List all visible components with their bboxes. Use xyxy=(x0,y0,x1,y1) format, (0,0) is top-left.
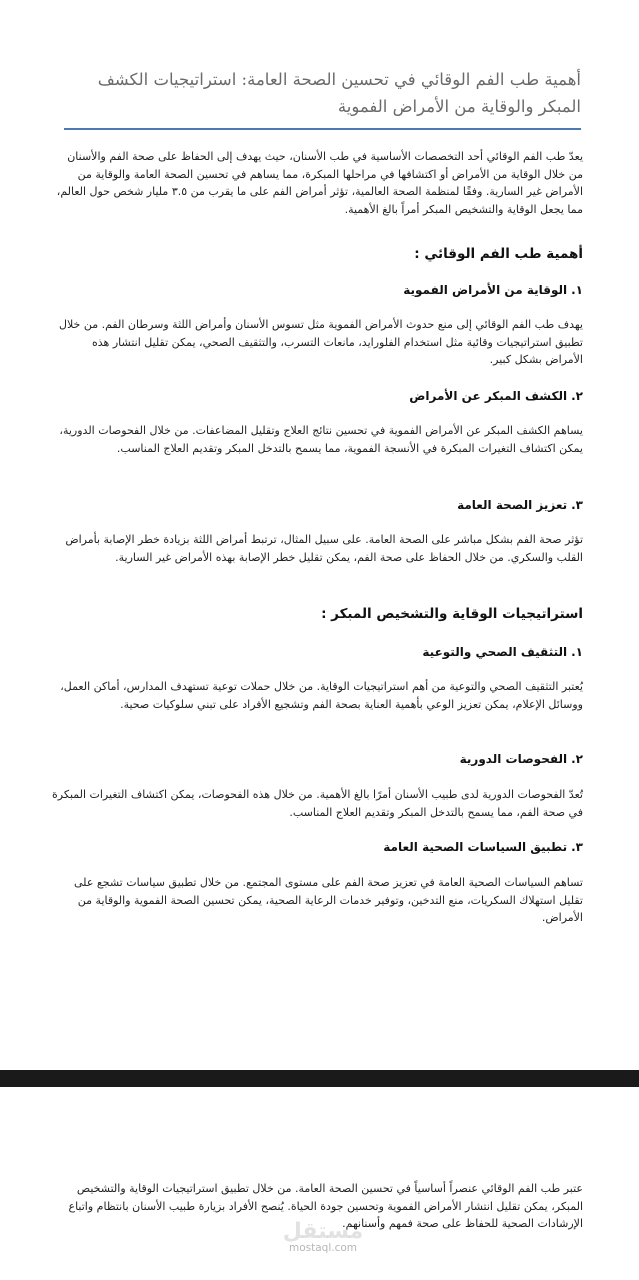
item-paragraph: تساهم السياسات الصحية العامة في تعزيز صحة الفم على مستوى المجتمع. من خلال تطبيق سياسات تشجع على تقليل استهلاك السكريات، منع التدخين، وتوفير خدمات الرعاية الصحية، يمكن تحسين الصحة الفموية والوقاية من الأمراض. xyxy=(74,876,583,924)
strategies-item-3-title xyxy=(51,840,583,854)
item-paragraph: يهدف طب الفم الوقائي إلى منع حدوث الأمراض الفموية مثل تسوس الأسنان وأمراض اللثة وسرطان الفم. من خلال تطبيق استراتيجيات وقائية مثل استخدام الفلورايد، مانعات التسرب، والتثقيف الصحي، يمكن تقليل انتشار هذه الأمراض بشكل كبير. xyxy=(59,318,583,366)
item-title: الفحوصات الدورية xyxy=(459,752,568,766)
strategies-item-2-title xyxy=(51,752,583,766)
watermark-text: mostaql.com xyxy=(288,1242,358,1254)
importance-item-3-body xyxy=(51,531,583,566)
item-title: الوقاية من الأمراض الفموية xyxy=(403,283,568,297)
item-number: ١. xyxy=(571,645,583,659)
item-paragraph: يُعتبر التثقيف الصحي والتوعية من أهم استراتيجيات الوقاية. من خلال حملات توعية تستهدف المدارس، أماكن العمل، ووسائل الإعلام، يمكن تعزيز الوعي بأهمية العناية بصحة الفم وتشجيع الأفراد على تبني سلوكيات صحية. xyxy=(60,680,583,711)
mostaql-watermark xyxy=(278,1219,368,1254)
conclusion-paragraph: عتبر طب الفم الوقائي عنصراً أساسياً في تحسين الصحة العامة. من خلال تطبيق استراتيجيات الوقاية والتشخيص المبكر، يمكن تقليل انتشار الأمراض الفموية وتحسين جودة الحياة. يُنصح الأفراد بزيارة طبيب الأسنان بانتظام واتباع الإرشادات الصحية للحفاظ على صحة فمهم وأسنانهم. xyxy=(68,1182,583,1230)
importance-item-2-body xyxy=(51,422,583,457)
strategies-heading-block xyxy=(51,606,583,622)
importance-item-1-body xyxy=(51,316,583,369)
item-number: ١. xyxy=(571,283,583,297)
importance-heading-block xyxy=(51,246,583,262)
title-underline xyxy=(64,128,581,130)
item-paragraph: يساهم الكشف المبكر عن الأمراض الفموية في تحسين نتائج العلاج وتقليل المضاعفات. من خلال الفحوصات الدورية، يمكن اكتشاف التغيرات المبكرة في الأنسجة الفموية، مما يسمح بالتدخل المبكر وتقديم العلاج المناسب. xyxy=(59,424,583,455)
item-title: تعزيز الصحة العامة xyxy=(457,498,568,512)
importance-item-3-title xyxy=(51,498,583,512)
item-paragraph: تؤثر صحة الفم بشكل مباشر على الصحة العامة. على سبيل المثال، ترتبط أمراض اللثة بزيادة خطر الإصابة بأمراض القلب والسكري. من خلال الحفاظ على صحة الفم، يمكن تقليل خطر الإصابة بهذه الأمراض غير السارية. xyxy=(65,533,583,564)
intro-block xyxy=(51,148,583,218)
item-number: ٣. xyxy=(571,498,583,512)
page-break-band xyxy=(0,1070,639,1087)
watermark-logo: مستقل xyxy=(282,1219,364,1244)
intro-paragraph: يعدّ طب الفم الوقائي أحد التخصصات الأساسية في طب الأسنان، حيث يهدف إلى الحفاظ على صحة الفم والأسنان من خلال الوقاية من الأمراض أو اكتشافها في مراحلها المبكرة، مما يساهم في تحسين الصحة العامة والوقاية من الأمراض غير السارية. وفقًا لمنظمة الصحة العالمية، تؤثر أمراض الفم على ما يقرب من ٣.٥ مليار شخص حول العالم، مما يجعل الوقاية والتشخيص المبكر أمراً بالغ الأهمية. xyxy=(56,150,583,216)
item-title: الكشف المبكر عن الأمراض xyxy=(409,389,568,403)
strategies-item-3-body xyxy=(51,874,583,927)
importance-item-1-title xyxy=(51,283,583,297)
item-number: ٣. xyxy=(571,840,583,854)
importance-heading: أهمية طب الفم الوقائي : xyxy=(414,246,583,262)
item-title: تطبيق السياسات الصحية العامة xyxy=(383,840,568,854)
strategies-item-1-body xyxy=(51,678,583,713)
strategies-heading: استراتيجيات الوقاية والتشخيص المبكر : xyxy=(321,606,583,622)
item-number: ٢. xyxy=(571,389,583,403)
strategies-item-2-body xyxy=(51,786,583,821)
item-number: ٢. xyxy=(571,752,583,766)
document-title: أهمية طب الفم الوقائي في تحسين الصحة العامة: استراتيجيات الكشف المبكر والوقاية من الأمراض الفموية xyxy=(97,70,581,116)
item-title: التثقيف الصحي والتوعية xyxy=(422,645,568,659)
item-paragraph: تُعدّ الفحوصات الدورية لدى طبيب الأسنان أمرًا بالغ الأهمية. من خلال هذه الفحوصات، يمكن اكتشاف التغيرات المبكرة في صحة الفم، مما يسمح بالتدخل المبكر وتقديم العلاج المناسب. xyxy=(52,788,583,819)
importance-item-2-title xyxy=(51,389,583,403)
strategies-item-1-title xyxy=(51,645,583,659)
